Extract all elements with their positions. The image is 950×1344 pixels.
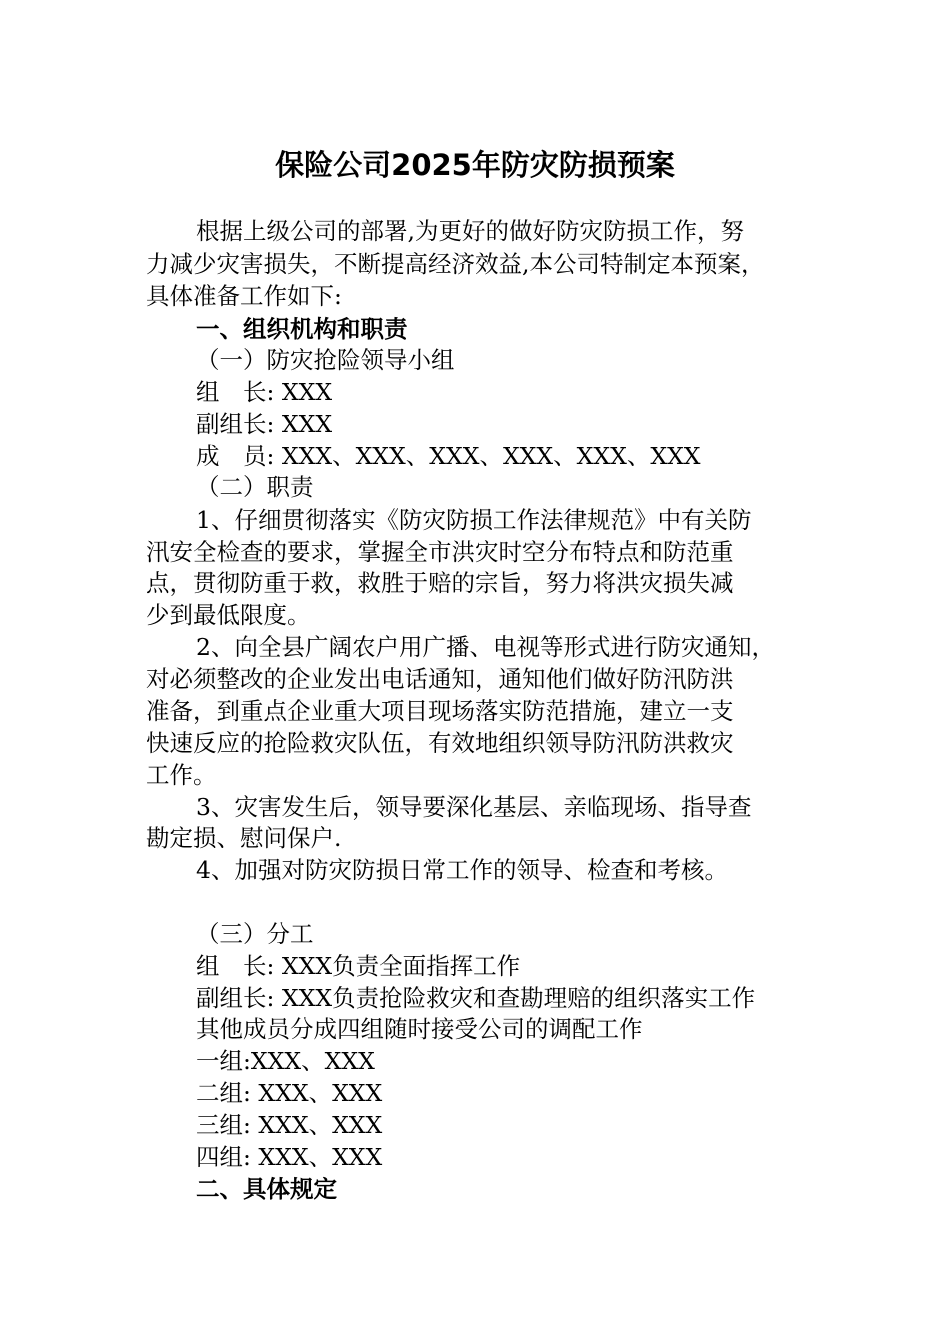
sub1-members: 成 员: XXX、XXX、XXX、XXX、XXX、XXX	[196, 442, 701, 470]
document-title: 保险公司2025年防灾防损预案	[275, 148, 675, 182]
sub3-heading: （三）分工	[196, 920, 314, 948]
duty-2-line-1: 2、向全县广阔农户用广播、电视等形式进行防灾通知，	[196, 633, 775, 661]
duty-2-line-2: 对必须整改的企业发出电话通知，通知他们做好防汛防洪	[146, 665, 734, 693]
intro-line-3: 具体准备工作如下:	[146, 282, 342, 310]
group-1: 一组:XXX、XXX	[196, 1047, 375, 1075]
duty-2-line-4: 快速反应的抢险救灾队伍，有效地组织领导防汛防洪救灾	[146, 729, 734, 757]
duty-3-line-1: 3、灾害发生后，领导要深化基层、亲临现场、指导查	[196, 793, 752, 821]
duty-1-line-4: 少到最低限度。	[146, 601, 311, 629]
duty-1-line-1: 1、仔细贯彻落实《防灾防损工作法律规范》中有关防	[196, 506, 752, 534]
sub2-heading: （二）职责	[196, 473, 314, 501]
duty-2-line-5: 工作。	[146, 761, 217, 789]
duty-1-line-3: 点，贯彻防重于救，救胜于赔的宗旨，努力将洪灾损失减	[146, 569, 734, 597]
group-3: 三组: XXX、XXX	[196, 1111, 383, 1139]
duty-2-line-3: 准备，到重点企业重大项目现场落实防范措施，建立一支	[146, 697, 734, 725]
section2-heading: 二、具体规定	[196, 1175, 337, 1203]
group-4: 四组: XXX、XXX	[196, 1143, 383, 1171]
section1-heading: 一、组织机构和职责	[196, 315, 408, 343]
group-2: 二组: XXX、XXX	[196, 1079, 383, 1107]
duty-4: 4、加强对防灾防损日常工作的领导、检查和考核。	[196, 856, 728, 884]
intro-line-1: 根据上级公司的部署,为更好的做好防灾防损工作，努	[196, 217, 744, 245]
sub1-leader: 组 长: XXX	[196, 378, 333, 406]
duty-1-line-2: 汛安全检查的要求，掌握全市洪灾时空分布特点和防范重	[146, 538, 734, 566]
duty-3-line-2: 勘定损、慰问保户.	[146, 824, 342, 852]
sub3-deputy: 副组长: XXX负责抢险救灾和查勘理赔的组织落实工作	[196, 984, 756, 1012]
sub1-heading: （一）防灾抢险领导小组	[196, 346, 455, 374]
intro-line-2: 力减少灾害损失，不断提高经济效益,本公司特制定本预案，	[146, 250, 765, 278]
sub3-others: 其他成员分成四组随时接受公司的调配工作	[196, 1015, 643, 1043]
sub1-deputy: 副组长: XXX	[196, 410, 333, 438]
sub3-leader: 组 长: XXX负责全面指挥工作	[196, 952, 521, 980]
